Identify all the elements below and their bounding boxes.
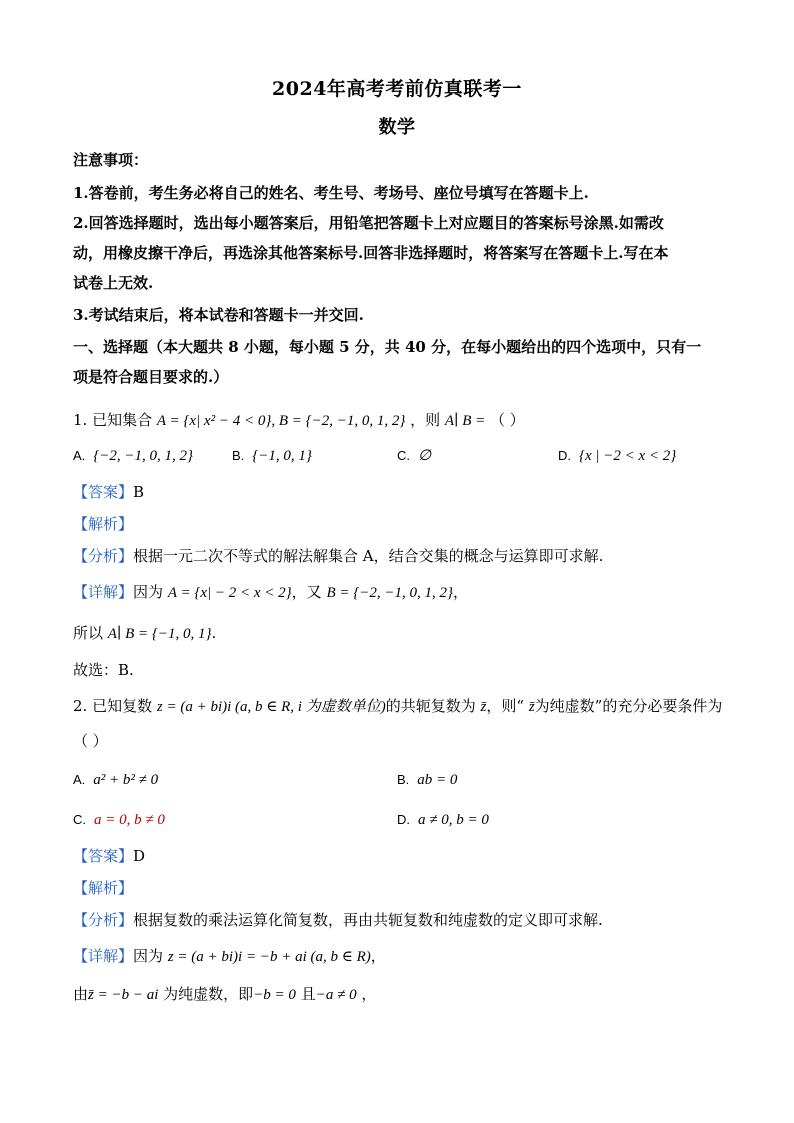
q2-answer: 【答案】D [73, 847, 146, 865]
q2-option-a: A. a² + b² ≠ 0 [73, 772, 159, 788]
q1-stem-suffix: （ ） [490, 411, 525, 429]
q2-detail: 【详解】因为 z = (a + bi)i = −b + ai (a, b ∈ R)， [73, 947, 386, 965]
exam-title: 2024年高考考前仿真联考一 [272, 78, 522, 100]
q2-stem-paren: （ ） [73, 732, 108, 750]
notice-item-1: 1.答卷前，考生务必将自己的姓名、考生号、考场号、座位号填写在答题卡上. [73, 184, 589, 202]
q1-detail: 【详解】因为 A = {x| − 2 < x < 2}，又 B = {−2, −1, 0, 1, 2}， [73, 583, 468, 601]
notice-item-2-line-3: 试卷上无效. [73, 274, 154, 292]
q2-option-b: B. ab = 0 [397, 772, 458, 788]
q1-fenxi: 【分析】根据一元二次不等式的解法解集合 A，结合交集的概念与运算即可求解. [73, 547, 604, 565]
section-heading-line-1: 一、选择题（本大题共 8 小题，每小题 5 分，共 40 分，在每小题给出的四个选项中，只有一 [73, 338, 702, 356]
notice-item-2-line-1: 2.回答选择题时，选出每小题答案后，用铅笔把答题卡上对应题目的答案标号涂黑.如需改 [73, 214, 664, 232]
q2-stem: 2. 已知复数 z = (a + bi)i (a, b ∈ R, i 为虚数单位)的共轭复数为 z̄，则“ z̄为纯虚数”的充分必要条件为 [73, 697, 723, 715]
q2-option-d: D. a ≠ 0, b = 0 [397, 812, 489, 828]
q1-stem-mid: ，则 [410, 411, 441, 429]
q2-fenxi: 【分析】根据复数的乘法运算化简复数，再由共轭复数和纯虚数的定义即可求解. [73, 911, 603, 929]
q1-option-d: D. {x | −2 < x < 2} [558, 448, 677, 464]
notice-item-2-line-2: 动，用橡皮擦干净后，再选涂其他答案标号.回答非选择题时，将答案写在答题卡上.写在本 [73, 244, 669, 262]
q1-answer-value: B [133, 483, 145, 501]
q1-conclusion: 所以 A∣ B = {−1, 0, 1}. [73, 624, 217, 642]
q1-stem [73, 410, 525, 431]
q1-answer-tag: 【答案】 [73, 483, 134, 501]
q1-answer [73, 482, 144, 502]
q2-detail-continued: 由z̄ = −b − ai 为纯虚数，即−b = 0 且−a ≠ 0 ， [73, 985, 377, 1003]
q1-stem-math: A = {x| x² − 4 < 0}, B = {−2, −1, 0, 1, 2} [156, 413, 406, 429]
q1-stem-prefix: 1. 已知集合 [73, 411, 153, 429]
notice-heading: 注意事项： [73, 151, 149, 169]
subject-title: 数学 [378, 117, 416, 138]
notice-item-3: 3.考试结束后，将本试卷和答题卡一并交回. [73, 306, 364, 324]
q1-stem-math2: A∣ B = [444, 413, 486, 429]
section-heading-line-2: 项是符合题目要求的.） [73, 368, 229, 386]
q2-analysis-tag: 【解析】 [73, 879, 134, 897]
q1-option-b: B. {−1, 0, 1} [232, 448, 312, 464]
q1-analysis-tag: 【解析】 [73, 515, 134, 533]
q1-choose: 故选：B. [73, 661, 134, 679]
q1-option-a: A. {−2, −1, 0, 1, 2} [73, 448, 194, 464]
q2-option-c: C. a = 0, b ≠ 0 [73, 812, 165, 828]
q1-option-c: C. ∅ [397, 448, 432, 464]
